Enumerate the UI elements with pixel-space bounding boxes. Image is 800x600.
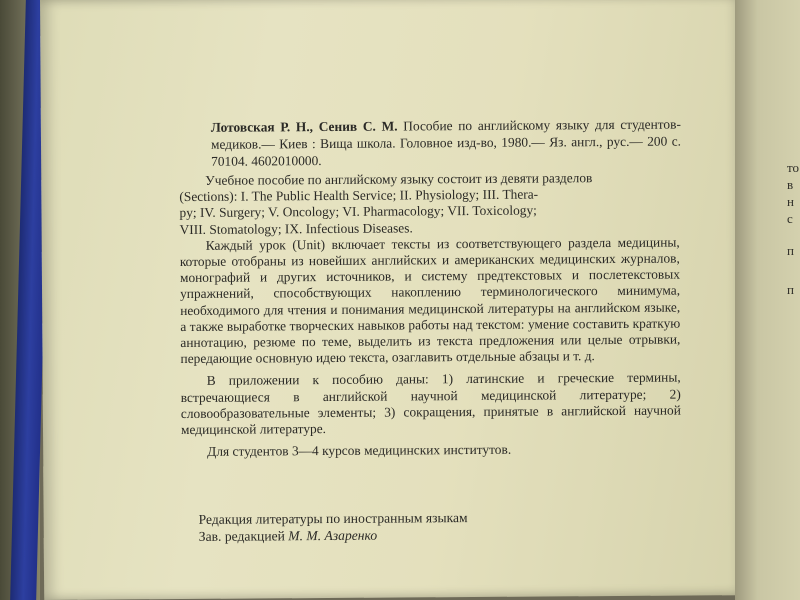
annotation-line-1: Учебное пособие по английскому языку состоит из девяти разделов [205, 170, 593, 188]
annotation-paragraph-units: Каждый урок (Unit) включает тексты из соответствующего раздела медицины, которые отобраны из новейших английских и американских медицинских журналов, монографий и других источников, и систему предтекстовых и послетекстовых упражнений, способствующих накоплению терминологического минимума, необходимого для чтения и понимания медицинской литературы на английском языке, а также выработке творческих навыков работы над текстом: умение составить краткую аннотацию, резюме по теме, выделить из текста предложения или целые отрывки, передающие основную идею текста, озаглавить отдельные абзацы и т. д. [179, 234, 681, 367]
next-page-fragment: то [787, 160, 800, 175]
next-page-fragment: п [787, 282, 794, 297]
book-page [40, 0, 744, 600]
annotation-block [179, 170, 681, 461]
annotation-paragraph-appendix: В приложении к пособию даны: 1) латинские и греческие термины, встречающиеся в английской научной медицинской литературе; 2) словообразовательные элементы; 3) сокращения, принятые в английской научной медицинской литературе. [180, 369, 681, 438]
next-page-fragment: н [787, 194, 794, 209]
next-page-fragment: с [787, 211, 793, 226]
next-page-fragment: п [787, 243, 794, 258]
annotation-line-2: (Sections): I. The Public Health Service; II. Physiology; III. Thera- [179, 186, 539, 205]
annotation-paragraph-audience: Для студентов 3—4 курсов медицинских институтов. [207, 441, 512, 460]
editorial-line-1: Редакция литературы по иностранным языкам [198, 510, 468, 527]
authors: Лотовская Р. Н., Сенив С. М. [210, 118, 398, 135]
annotation-line-3: py; IV. Surgery; V. Oncology; VI. Pharmacology; VII. Toxicology; [179, 202, 537, 221]
bibliographic-text: Пособие по английскому языку для студентов-медиков.— Киев : Вища школа. Головное изд-во, 1980.— Яз. англ., рус.— 200 с. 70104. 4602010000. [210, 116, 682, 169]
next-page-edge [735, 0, 800, 600]
editorial-line-2 [199, 525, 629, 545]
editor-name: М. М. Азаренко [288, 527, 378, 544]
next-page-fragment: в [787, 177, 794, 192]
bibliographic-record [211, 116, 681, 170]
annotation-line-4: VIII. Stomatology; IX. Infectious Diseases. [179, 220, 413, 237]
editorial-credits [199, 508, 629, 545]
editor-title: Зав. редакцией [198, 528, 285, 544]
